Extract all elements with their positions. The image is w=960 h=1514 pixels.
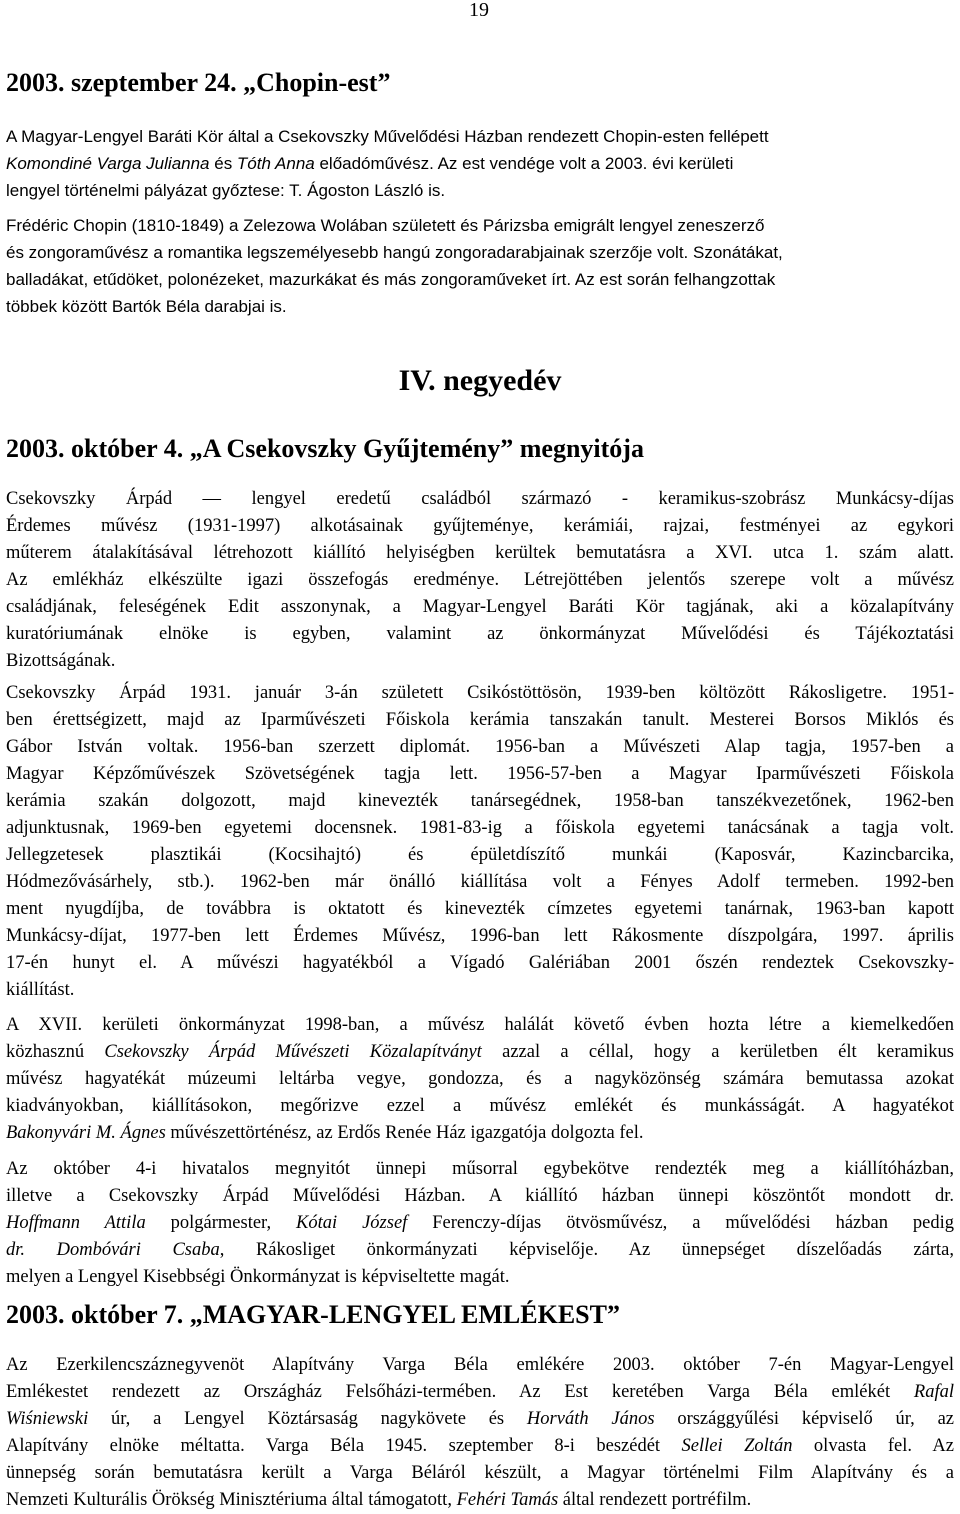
text-line: Nemzeti Kulturális Örökség Minisztériuma által támogatott, Fehéri Tamás által rendezett portréfilm. (6, 1490, 752, 1510)
text-line: Munkácsy-díjat, 1977-ben lett Érdemes Művész, 1996-ban lett Rákosmente díszpolgára, 1997. április (6, 926, 954, 946)
text-line: Csekovszky Árpád — lengyel eredetű családból származó - keramikus-szobrász Munkácsy-díjas (6, 489, 954, 509)
text-line: Az Ezerkilencszáznegyvenöt Alapítvány Varga Béla emlékére 2003. október 7-én Magyar-Lengyel (6, 1355, 954, 1375)
text-line: családjának, feleségének Edit asszonynak, a Magyar-Lengyel Baráti Kör tagjának, aki a közalapítvány (6, 597, 954, 617)
person-name: dr. Dombóvári Csaba (6, 1240, 220, 1260)
text-line: Hoffmann Attila polgármester, Kótai József Ferenczy-díjas ötvösművész, a művelődési házban pedig (6, 1213, 954, 1233)
page-number: 19 (469, 0, 489, 21)
text-line: kiadványokban, kiállításokon, megőrizve ezzel a művész emlékét és munkásságát. A hagyatékot (6, 1096, 954, 1116)
text-line: kerámia szakán dolgozott, majd kinevezték tanársegédnek, 1958-ban tanszékvezetőnek, 1962-ben (6, 791, 954, 811)
text-line: Emlékestet rendezett az Országház Felsőházi-termében. Az Est keretében Varga Béla emlékét Rafal (6, 1382, 954, 1402)
text-line: Érdemes művész (1931-1997) alkotásainak gyűjteménye, kerámiái, rajzai, festményei az egykori (6, 516, 954, 536)
section-heading-chopin: 2003. szeptember 24. „Chopin-est” (6, 68, 391, 97)
paragraph-collection-intro (6, 486, 954, 675)
person-name: Wiśniewski (6, 1409, 89, 1429)
text-line: Alapítvány elnöke méltatta. Varga Béla 1945. szeptember 8-i beszédét Sellei Zoltán olvasta fel. Az (6, 1436, 954, 1456)
text-line: Csekovszky Árpád 1931. január 3-án született Csikóstöttösön, 1939-ben költözött Rákosligetre. 1951- (6, 683, 954, 703)
text-line: balladákat, etűdöket, polonézeket, mazurkákat és más zongoraműveket írt. Az est során felhangzottak (6, 270, 776, 289)
text-line: ment nyugdíjba, de továbbra is oktatott és kinevezték címzetes egyetemi tanárnak, 1963-ban kapott (6, 899, 954, 919)
text-line: és zongoraművész a romantika legszemélyesebb hangú zongoradarabjainak szerzője volt. Szonátákat, (6, 243, 783, 262)
foundation-name: Csekovszky Árpád Művészeti Közalapítványt (104, 1042, 482, 1062)
text-line: illetve a Csekovszky Árpád Művelődési Házban. A kiállító házban ünnepi köszöntőt mondott dr. (6, 1186, 954, 1206)
person-name: Hoffmann Attila (6, 1213, 146, 1233)
paragraph-memorial-evening (6, 1352, 954, 1514)
text-line: Bakonyvári M. Ágnes művészettörténész, az Erdős Renée Ház igazgatója dolgozta fel. (6, 1123, 644, 1143)
text-line: művész hagyatékát múzeumi leltárba vegye, gondozza, és a nagyközönség számára bemutassa azokat (6, 1069, 954, 1089)
text-line: Magyar Képzőművészek Szövetségének tagja lett. 1956-57-ben a Magyar Iparművészeti Főiskola (6, 764, 954, 784)
person-name: Tóth Anna (236, 154, 315, 173)
text-line: Hódmezővásárhely, stb.). 1962-ben már önálló kiállítása volt a Fényes Adolf termeben. 1992-ben (6, 872, 954, 892)
person-name: Fehéri Tamás (456, 1490, 559, 1510)
text-line: Komondiné Varga Julianna és Tóth Anna előadóművész. Az est vendége volt a 2003. évi kerületi (6, 154, 734, 173)
quarter-title: IV. negyedév (398, 364, 562, 397)
text-line: többek között Bartók Béla darabjai is. (6, 297, 287, 316)
text-line: Bizottságának. (6, 651, 116, 671)
person-name: Rafal (913, 1382, 954, 1402)
text-line: kiállítást. (6, 980, 75, 1000)
text-line: Jellegzetesek plasztikái (Kocsihajtó) és épületdíszítő munkái (Kaposvár, Kazincbarcika, (6, 845, 954, 865)
text-line: kuratóriumának elnöke is egyben, valamint az önkormányzat Művelődési és Tájékoztatási (6, 624, 954, 644)
text-line: Frédéric Chopin (1810-1849) a Zelezowa Wolában született és Párizsba emigrált lengyel zeneszerző (6, 216, 765, 235)
text-line: közhasznú Csekovszky Árpád Művészeti Közalapítványt azzal a céllal, hogy a kerületben élt keramikus (6, 1042, 954, 1062)
text-line: Az október 4-i hivatalos megnyitót ünnepi műsorral egybekötve rendezték meg a kiállítóházban, (6, 1159, 954, 1179)
person-name: Sellei Zoltán (681, 1436, 793, 1456)
text-line: műterem átalakításával létrehozott kiállító helyiségben kerültek bemutatásra a XVI. utca 1. szám alatt. (6, 543, 954, 563)
text-line: A XVII. kerületi önkormányzat 1998-ban, a művész halálát követő évben hozta létre a kiemelkedően (6, 1015, 954, 1035)
text-line: melyen a Lengyel Kisebbségi Önkormányzat is képviseltette magát. (6, 1267, 510, 1287)
paragraph-foundation (6, 1012, 954, 1147)
section-heading-memorial-evening: 2003. október 7. „MAGYAR-LENGYEL EMLÉKEST” (6, 1300, 620, 1329)
section-heading-collection: 2003. október 4. „A Csekovszky Gyűjtemény” megnyitója (6, 434, 644, 463)
text-line: dr. Dombóvári Csaba, Rákosliget önkormányzati képviselője. Az ünnepséget díszelőadás zárta, (6, 1240, 954, 1260)
paragraph-artist-biography (6, 680, 954, 1004)
paragraph-chopin-intro (6, 123, 954, 204)
person-name: Bakonyvári M. Ágnes (6, 1123, 166, 1143)
text-line: adjunktusnak, 1969-ben egyetemi docensnek. 1981-83-ig a főiskola egyetemi tanácsának a tagja volt. (6, 818, 954, 838)
person-name: Kótai József (296, 1213, 408, 1233)
text-line: 17-én hunyt el. A művészi hagyatékból a Vígadó Galériában 2001 őszén rendeztek Csekovszky- (6, 953, 954, 973)
text-line: Gábor István voltak. 1956-ban szerzett diplomát. 1956-ban a Művészeti Alap tagja, 1957-ben a (6, 737, 954, 757)
text-line: ben érettségizett, majd az Iparművészeti Főiskola kerámia tanszakán tanult. Mesterei Borsos Miklós és (6, 710, 954, 730)
text-line: Az emlékház elkészülte igazi összefogás eredménye. Létrejöttében jelentős szerepe volt a művész (6, 570, 954, 590)
text-line: ünnepség során bemutatásra került a Varga Béláról készült, a Magyar történelmi Film Alapítvány és a (6, 1463, 954, 1483)
person-name: Horváth János (526, 1409, 655, 1429)
paragraph-opening (6, 1156, 954, 1291)
paragraph-chopin-bio (6, 212, 954, 320)
text-line: lengyel történelmi pályázat győztese: T. Ágoston László is. (6, 181, 446, 200)
text-line: A Magyar-Lengyel Baráti Kör által a Csekovszky Művelődési Házban rendezett Chopin-esten fellépett (6, 127, 769, 146)
person-name: Komondiné Varga Julianna (6, 154, 210, 173)
text-line: Wiśniewski úr, a Lengyel Köztársaság nagykövete és Horváth János országgyűlési képviselő úr, az (6, 1409, 954, 1429)
